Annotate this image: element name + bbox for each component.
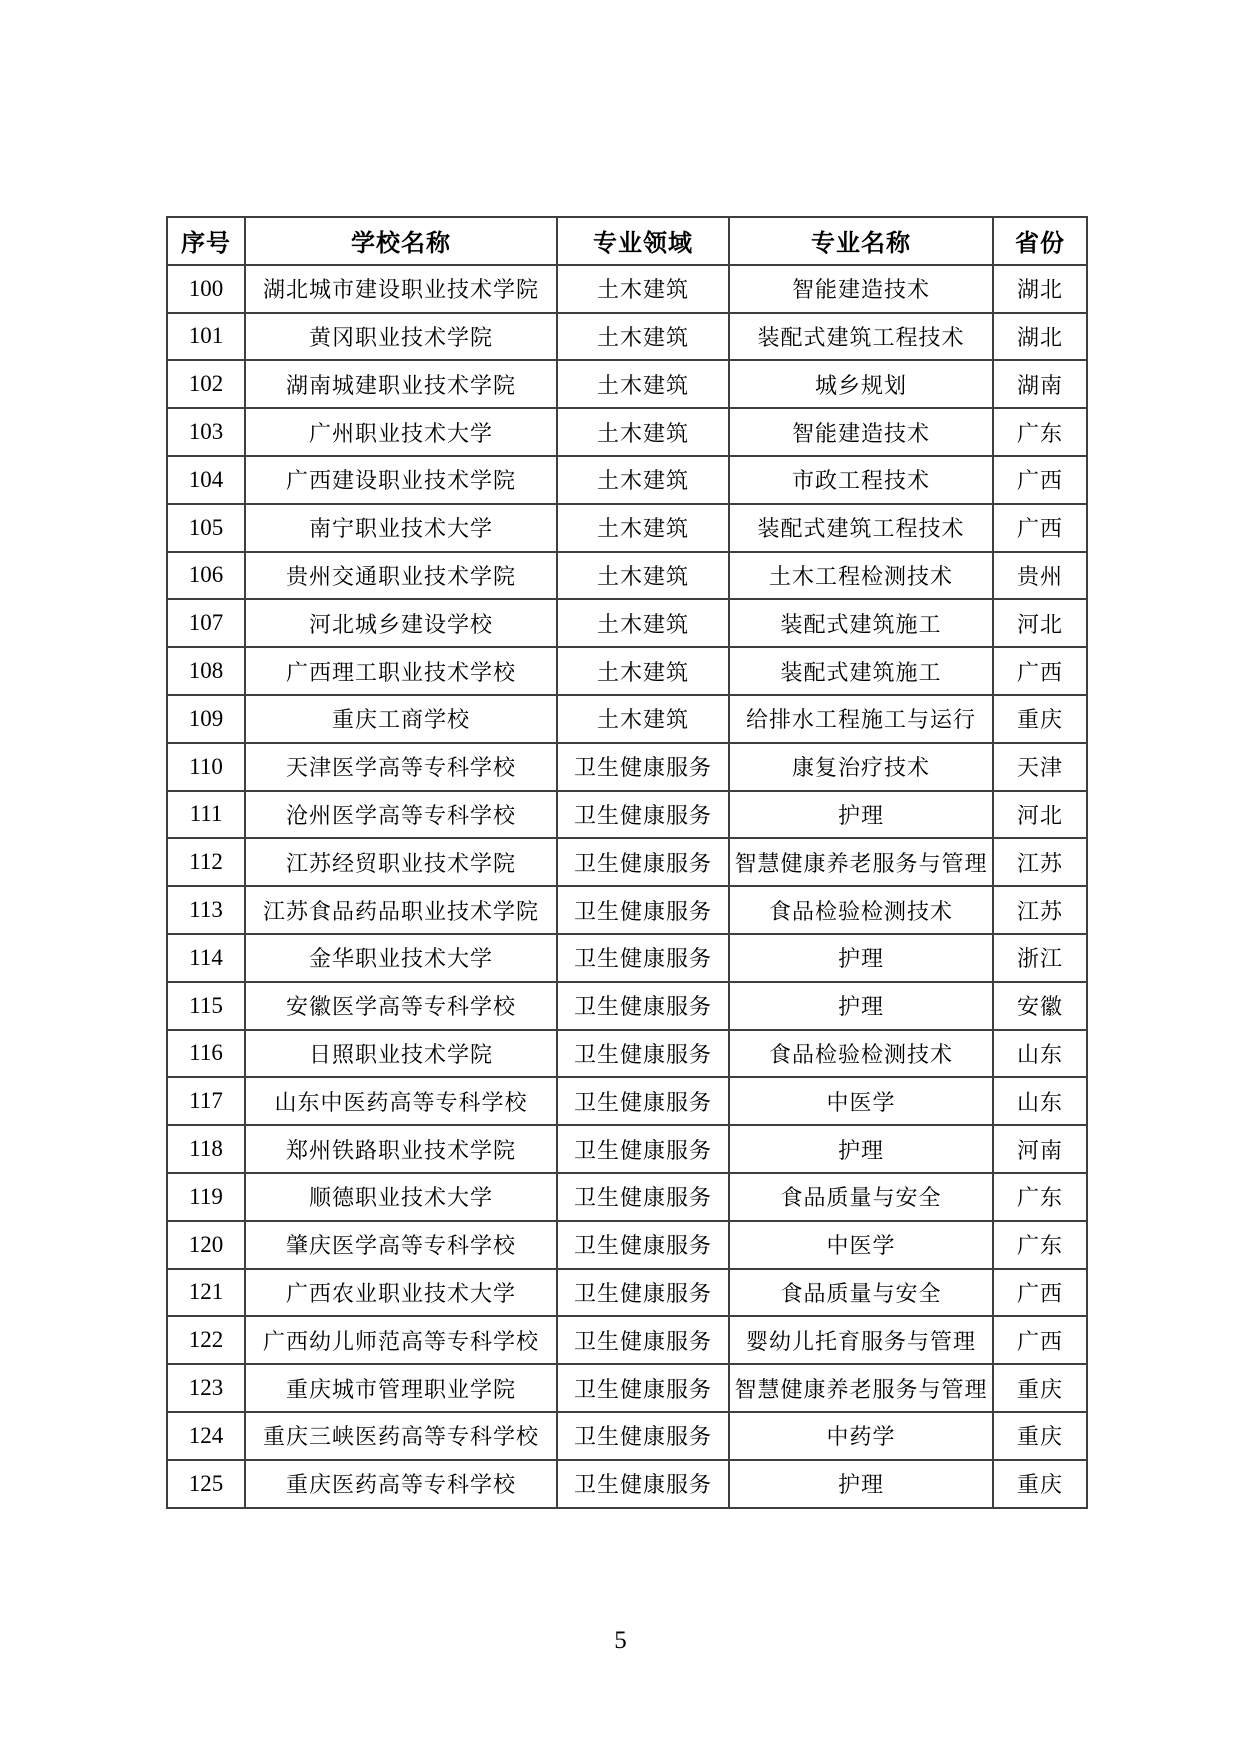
cell-school-name: 顺德职业技术大学 [245, 1173, 557, 1221]
cell-major-field: 卫生健康服务 [557, 886, 729, 934]
cell-serial-number: 111 [167, 791, 245, 839]
cell-major-name: 康复治疗技术 [729, 743, 993, 791]
cell-major-field: 卫生健康服务 [557, 1077, 729, 1125]
cell-province: 重庆 [993, 1460, 1087, 1508]
cell-school-name: 河北城乡建设学校 [245, 599, 557, 647]
cell-serial-number: 106 [167, 552, 245, 600]
cell-major-name: 装配式建筑工程技术 [729, 313, 993, 361]
cell-serial-number: 123 [167, 1364, 245, 1412]
table-row [167, 408, 1087, 456]
table-row [167, 647, 1087, 695]
cell-school-name: 广西理工职业技术学校 [245, 647, 557, 695]
cell-major-name: 智慧健康养老服务与管理 [729, 1364, 993, 1412]
cell-major-name: 食品质量与安全 [729, 1269, 993, 1317]
cell-school-name: 重庆城市管理职业学院 [245, 1364, 557, 1412]
cell-province: 广东 [993, 1173, 1087, 1221]
cell-serial-number: 121 [167, 1269, 245, 1317]
cell-major-field: 卫生健康服务 [557, 1221, 729, 1269]
cell-serial-number: 101 [167, 313, 245, 361]
cell-school-name: 江苏食品药品职业技术学院 [245, 886, 557, 934]
cell-province: 广东 [993, 1221, 1087, 1269]
cell-province: 浙江 [993, 934, 1087, 982]
cell-province: 广西 [993, 456, 1087, 504]
table-row [167, 1412, 1087, 1460]
header-major-name: 专业名称 [729, 217, 993, 265]
cell-major-name: 市政工程技术 [729, 456, 993, 504]
cell-province: 贵州 [993, 552, 1087, 600]
cell-school-name: 肇庆医学高等专科学校 [245, 1221, 557, 1269]
cell-school-name: 湖南城建职业技术学院 [245, 360, 557, 408]
cell-serial-number: 119 [167, 1173, 245, 1221]
cell-school-name: 贵州交通职业技术学院 [245, 552, 557, 600]
cell-school-name: 郑州铁路职业技术学院 [245, 1125, 557, 1173]
cell-school-name: 安徽医学高等专科学校 [245, 982, 557, 1030]
table-body [167, 265, 1087, 1508]
header-serial-number: 序号 [167, 217, 245, 265]
cell-serial-number: 105 [167, 504, 245, 552]
cell-province: 广西 [993, 647, 1087, 695]
table-row [167, 743, 1087, 791]
cell-province: 重庆 [993, 1412, 1087, 1460]
cell-major-field: 卫生健康服务 [557, 982, 729, 1030]
cell-major-field: 卫生健康服务 [557, 743, 729, 791]
cell-school-name: 广西幼儿师范高等专科学校 [245, 1316, 557, 1364]
cell-province: 河北 [993, 599, 1087, 647]
cell-serial-number: 108 [167, 647, 245, 695]
cell-province: 湖南 [993, 360, 1087, 408]
cell-serial-number: 103 [167, 408, 245, 456]
cell-major-name: 装配式建筑施工 [729, 647, 993, 695]
cell-serial-number: 102 [167, 360, 245, 408]
cell-province: 江苏 [993, 838, 1087, 886]
cell-major-field: 土木建筑 [557, 408, 729, 456]
cell-major-name: 食品检验检测技术 [729, 1030, 993, 1078]
cell-serial-number: 120 [167, 1221, 245, 1269]
table-row [167, 456, 1087, 504]
table-row [167, 1316, 1087, 1364]
cell-school-name: 山东中医药高等专科学校 [245, 1077, 557, 1125]
table-row [167, 1030, 1087, 1078]
cell-major-name: 护理 [729, 1460, 993, 1508]
cell-major-field: 土木建筑 [557, 360, 729, 408]
table-row [167, 599, 1087, 647]
table-row [167, 1077, 1087, 1125]
cell-major-name: 婴幼儿托育服务与管理 [729, 1316, 993, 1364]
cell-major-name: 食品质量与安全 [729, 1173, 993, 1221]
cell-major-field: 土木建筑 [557, 313, 729, 361]
cell-province: 广西 [993, 504, 1087, 552]
school-program-table [166, 216, 1088, 1509]
cell-major-name: 装配式建筑施工 [729, 599, 993, 647]
cell-school-name: 金华职业技术大学 [245, 934, 557, 982]
table-row [167, 1269, 1087, 1317]
cell-major-field: 卫生健康服务 [557, 1316, 729, 1364]
cell-province: 天津 [993, 743, 1087, 791]
cell-major-field: 土木建筑 [557, 647, 729, 695]
cell-province: 广东 [993, 408, 1087, 456]
cell-province: 重庆 [993, 1364, 1087, 1412]
cell-school-name: 黄冈职业技术学院 [245, 313, 557, 361]
cell-serial-number: 122 [167, 1316, 245, 1364]
cell-province: 重庆 [993, 695, 1087, 743]
table-row [167, 1460, 1087, 1508]
cell-serial-number: 124 [167, 1412, 245, 1460]
cell-major-name: 给排水工程施工与运行 [729, 695, 993, 743]
table-row [167, 1364, 1087, 1412]
cell-serial-number: 117 [167, 1077, 245, 1125]
cell-school-name: 江苏经贸职业技术学院 [245, 838, 557, 886]
table-row [167, 838, 1087, 886]
cell-major-name: 装配式建筑工程技术 [729, 504, 993, 552]
cell-major-field: 土木建筑 [557, 599, 729, 647]
cell-major-field: 土木建筑 [557, 695, 729, 743]
cell-major-name: 中医学 [729, 1077, 993, 1125]
cell-major-field: 卫生健康服务 [557, 1364, 729, 1412]
header-major-field: 专业领域 [557, 217, 729, 265]
cell-school-name: 南宁职业技术大学 [245, 504, 557, 552]
cell-province: 湖北 [993, 313, 1087, 361]
cell-province: 广西 [993, 1269, 1087, 1317]
cell-serial-number: 100 [167, 265, 245, 313]
cell-serial-number: 114 [167, 934, 245, 982]
cell-serial-number: 109 [167, 695, 245, 743]
cell-school-name: 天津医学高等专科学校 [245, 743, 557, 791]
cell-serial-number: 112 [167, 838, 245, 886]
cell-major-field: 土木建筑 [557, 504, 729, 552]
cell-serial-number: 125 [167, 1460, 245, 1508]
cell-province: 河北 [993, 791, 1087, 839]
cell-serial-number: 118 [167, 1125, 245, 1173]
cell-school-name: 广西农业职业技术大学 [245, 1269, 557, 1317]
cell-school-name: 湖北城市建设职业技术学院 [245, 265, 557, 313]
table-row [167, 360, 1087, 408]
cell-serial-number: 115 [167, 982, 245, 1030]
cell-school-name: 广西建设职业技术学院 [245, 456, 557, 504]
table-row [167, 791, 1087, 839]
cell-major-name: 智能建造技术 [729, 265, 993, 313]
table-row [167, 313, 1087, 361]
cell-province: 山东 [993, 1077, 1087, 1125]
page-number: 5 [614, 1627, 627, 1654]
cell-major-field: 土木建筑 [557, 552, 729, 600]
cell-school-name: 沧州医学高等专科学校 [245, 791, 557, 839]
cell-serial-number: 116 [167, 1030, 245, 1078]
cell-major-field: 卫生健康服务 [557, 934, 729, 982]
cell-major-field: 土木建筑 [557, 456, 729, 504]
cell-school-name: 重庆医药高等专科学校 [245, 1460, 557, 1508]
cell-serial-number: 110 [167, 743, 245, 791]
cell-serial-number: 107 [167, 599, 245, 647]
cell-province: 山东 [993, 1030, 1087, 1078]
cell-school-name: 重庆三峡医药高等专科学校 [245, 1412, 557, 1460]
table-row [167, 1221, 1087, 1269]
cell-province: 河南 [993, 1125, 1087, 1173]
cell-major-field: 卫生健康服务 [557, 1030, 729, 1078]
cell-major-name: 中药学 [729, 1412, 993, 1460]
table-row [167, 934, 1087, 982]
table-row [167, 265, 1087, 313]
table-row [167, 982, 1087, 1030]
cell-major-field: 卫生健康服务 [557, 1412, 729, 1460]
cell-major-name: 护理 [729, 1125, 993, 1173]
cell-serial-number: 104 [167, 456, 245, 504]
header-school-name: 学校名称 [245, 217, 557, 265]
table-row [167, 1125, 1087, 1173]
cell-province: 江苏 [993, 886, 1087, 934]
table-header-row [167, 217, 1087, 265]
cell-school-name: 广州职业技术大学 [245, 408, 557, 456]
cell-school-name: 重庆工商学校 [245, 695, 557, 743]
cell-province: 广西 [993, 1316, 1087, 1364]
cell-major-field: 卫生健康服务 [557, 1173, 729, 1221]
cell-major-name: 护理 [729, 982, 993, 1030]
cell-province: 安徽 [993, 982, 1087, 1030]
table-row [167, 552, 1087, 600]
cell-major-name: 中医学 [729, 1221, 993, 1269]
cell-major-name: 智能建造技术 [729, 408, 993, 456]
cell-major-field: 卫生健康服务 [557, 1125, 729, 1173]
table-row [167, 1173, 1087, 1221]
cell-province: 湖北 [993, 265, 1087, 313]
table-row [167, 504, 1087, 552]
cell-school-name: 日照职业技术学院 [245, 1030, 557, 1078]
cell-major-name: 护理 [729, 791, 993, 839]
table-row [167, 886, 1087, 934]
cell-major-field: 卫生健康服务 [557, 838, 729, 886]
table-row [167, 695, 1087, 743]
cell-major-field: 卫生健康服务 [557, 1269, 729, 1317]
cell-major-field: 卫生健康服务 [557, 791, 729, 839]
cell-major-name: 食品检验检测技术 [729, 886, 993, 934]
cell-major-field: 卫生健康服务 [557, 1460, 729, 1508]
cell-major-name: 智慧健康养老服务与管理 [729, 838, 993, 886]
cell-major-name: 城乡规划 [729, 360, 993, 408]
header-province: 省份 [993, 217, 1087, 265]
cell-major-name: 护理 [729, 934, 993, 982]
cell-major-name: 土木工程检测技术 [729, 552, 993, 600]
cell-major-field: 土木建筑 [557, 265, 729, 313]
cell-serial-number: 113 [167, 886, 245, 934]
